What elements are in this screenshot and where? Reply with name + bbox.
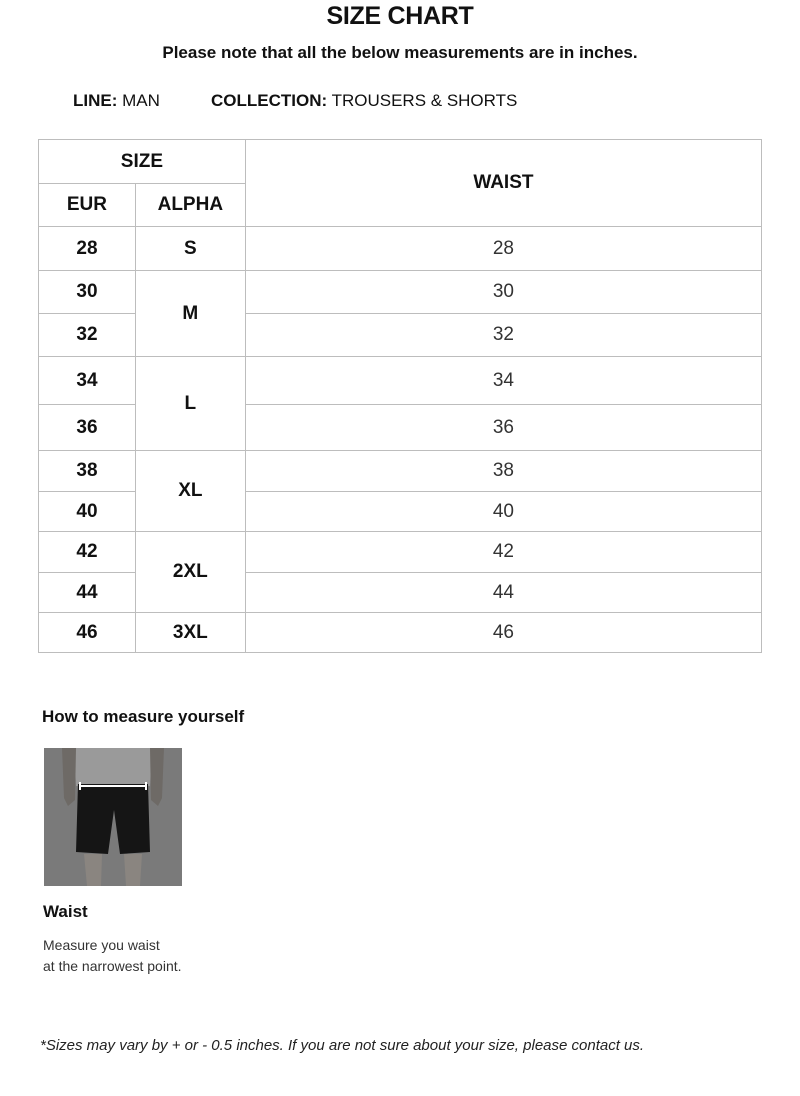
waist-header: WAIST — [245, 140, 761, 227]
collection-value: TROUSERS & SHORTS — [331, 91, 518, 110]
waist-measure-photo — [44, 748, 182, 886]
eur-header: EUR — [39, 184, 136, 227]
waist-value-cell: 40 — [245, 492, 761, 532]
eur-size-cell: 30 — [39, 271, 136, 314]
alpha-size-cell: L — [135, 357, 245, 451]
waist-desc-line-1: Measure you waist — [43, 937, 160, 953]
alpha-size-cell: 2XL — [135, 532, 245, 613]
page-title: SIZE CHART — [326, 2, 474, 30]
model-figure-icon — [44, 748, 182, 886]
table-row — [39, 227, 762, 271]
size-chart-table — [38, 139, 762, 653]
table-row — [39, 271, 762, 314]
size-disclaimer: *Sizes may vary by + or - 0.5 inches. If you are not sure about your size, please contact us. — [40, 1037, 645, 1054]
waist-value-cell: 44 — [245, 573, 761, 613]
eur-size-cell: 36 — [39, 405, 136, 451]
header-row — [39, 140, 762, 184]
alpha-header: ALPHA — [135, 184, 245, 227]
eur-size-cell: 38 — [39, 451, 136, 492]
table-row — [39, 613, 762, 653]
line-info — [73, 91, 160, 111]
size-chart-body — [39, 140, 762, 653]
waist-value-cell: 30 — [245, 271, 761, 314]
table-row — [39, 451, 762, 492]
eur-size-cell: 28 — [39, 227, 136, 271]
eur-size-cell: 46 — [39, 613, 136, 653]
alpha-size-cell: M — [135, 271, 245, 357]
waist-value-cell: 32 — [245, 314, 761, 357]
eur-size-cell: 40 — [39, 492, 136, 532]
waist-value-cell: 34 — [245, 357, 761, 405]
collection-label: COLLECTION: — [211, 91, 328, 110]
waist-value-cell: 28 — [245, 227, 761, 271]
waist-value-cell: 38 — [245, 451, 761, 492]
eur-size-cell: 34 — [39, 357, 136, 405]
units-note: Please note that all the below measurements are in inches. — [162, 43, 638, 62]
eur-size-cell: 32 — [39, 314, 136, 357]
waist-value-cell: 42 — [245, 532, 761, 573]
waist-desc-line-2: at the narrowest point. — [43, 958, 182, 974]
waist-value-cell: 46 — [245, 613, 761, 653]
alpha-size-cell: XL — [135, 451, 245, 532]
waist-value-cell: 36 — [245, 405, 761, 451]
line-value: MAN — [122, 91, 160, 110]
alpha-size-cell: S — [135, 227, 245, 271]
table-row — [39, 357, 762, 405]
table-row — [39, 532, 762, 573]
eur-size-cell: 42 — [39, 532, 136, 573]
alpha-size-cell: 3XL — [135, 613, 245, 653]
line-label: LINE: — [73, 91, 118, 110]
waist-guide-title: Waist — [43, 902, 88, 921]
how-to-measure-heading: How to measure yourself — [42, 707, 245, 726]
collection-info — [211, 91, 517, 111]
waist-guide-description — [43, 935, 182, 977]
eur-size-cell: 44 — [39, 573, 136, 613]
size-header: SIZE — [39, 140, 246, 184]
